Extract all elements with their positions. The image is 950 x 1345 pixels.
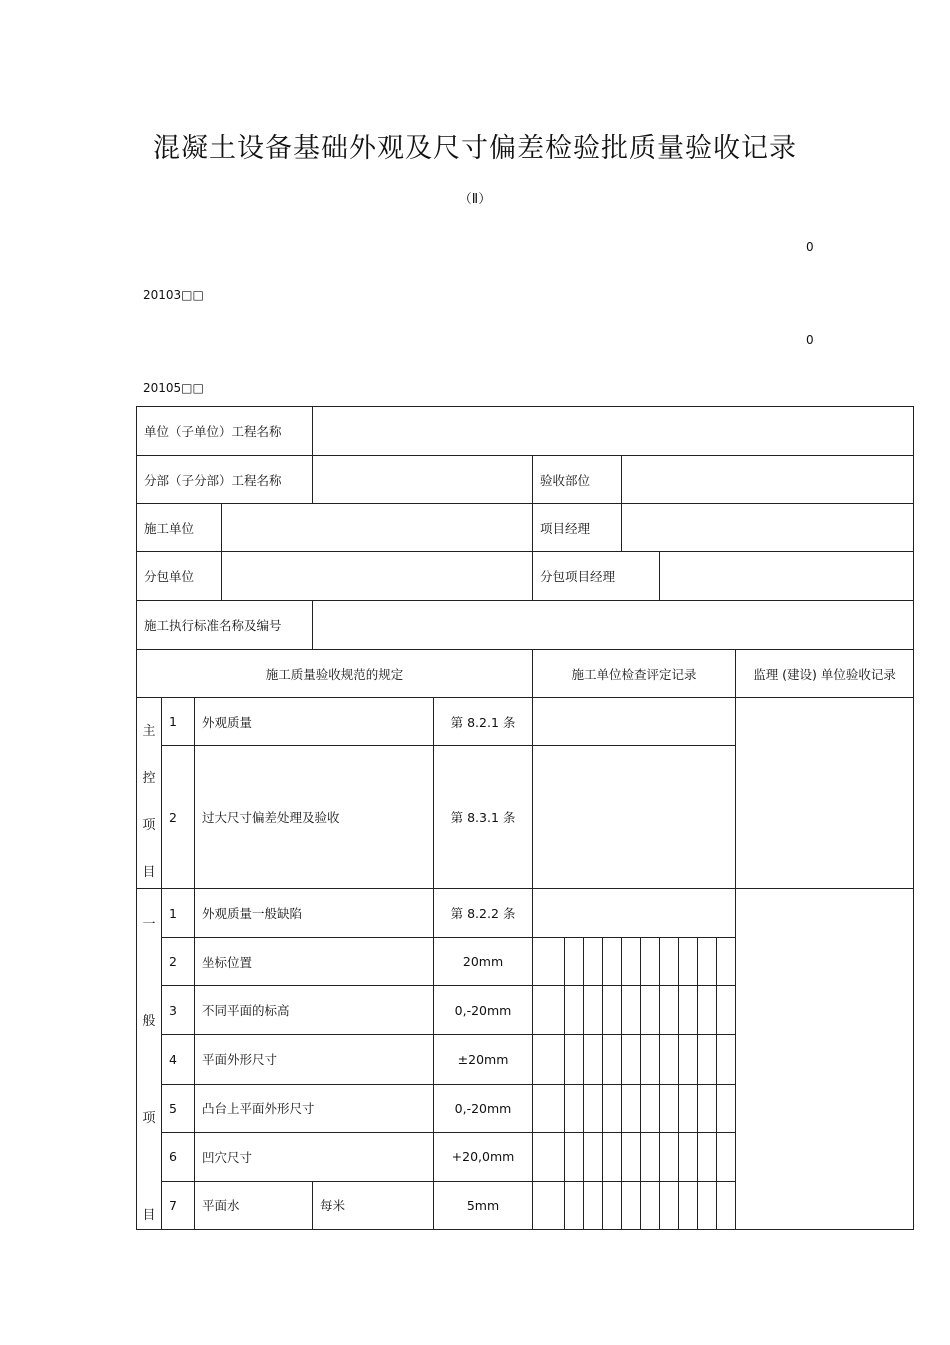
supervision-record-cell [736, 698, 914, 889]
project-manager-value [622, 504, 914, 552]
measure-cell [533, 1084, 565, 1132]
general-group-char: 一 [142, 917, 156, 932]
construction-record-cell [533, 889, 736, 938]
code-2-prefix: 20105□□ [143, 381, 204, 395]
measure-cell [603, 1084, 622, 1132]
subcontract-manager-label: 分包项目经理 [533, 552, 660, 601]
measure-cell [717, 986, 736, 1035]
standard-name-value [313, 601, 914, 650]
sub-project-name-label: 分部（子分部）工程名称 [137, 456, 313, 504]
measure-cell [603, 986, 622, 1035]
item-spec: +20,0mm [434, 1132, 533, 1181]
measure-cell [679, 1084, 698, 1132]
item-number: 3 [162, 986, 195, 1035]
measure-cell [565, 1181, 584, 1229]
item-sub-name: 每米 [313, 1181, 434, 1229]
measure-cell [565, 1132, 584, 1181]
header-spec: 施工质量验收规范的规定 [137, 650, 533, 698]
item-name: 坐标位置 [195, 938, 434, 986]
general-group [137, 889, 162, 1230]
code-2-suffix: 0 [806, 333, 814, 347]
page-title: 混凝土设备基础外观及尺寸偏差检验批质量验收记录 [153, 133, 797, 164]
measure-cell [679, 938, 698, 986]
item-spec: ±20mm [434, 1035, 533, 1084]
measure-cell [622, 1181, 641, 1229]
measure-cell [660, 938, 679, 986]
measure-cell [622, 986, 641, 1035]
measure-cell [533, 986, 565, 1035]
item-name: 平面外形尺寸 [195, 1035, 434, 1084]
measure-cell [622, 1084, 641, 1132]
subcontract-manager-value [660, 552, 914, 601]
item-spec: 0,-20mm [434, 1084, 533, 1132]
general-group-char: 般 [142, 1014, 156, 1029]
item-spec: 0,-20mm [434, 986, 533, 1035]
unit-project-name-value [313, 407, 914, 456]
measure-cell [565, 1035, 584, 1084]
item-spec: 5mm [434, 1181, 533, 1229]
measure-cell [565, 1084, 584, 1132]
measure-cell [603, 938, 622, 986]
measure-cell [533, 1035, 565, 1084]
measure-cell [565, 986, 584, 1035]
measure-cell [641, 1181, 660, 1229]
construction-record-cell [533, 698, 736, 746]
item-name: 外观质量一般缺陷 [195, 889, 434, 938]
measure-cell [603, 1035, 622, 1084]
item-number: 7 [162, 1181, 195, 1229]
measure-cell [698, 986, 717, 1035]
measure-cell [622, 1132, 641, 1181]
measure-cell [660, 986, 679, 1035]
general-group-char: 目 [142, 1208, 156, 1223]
measure-cell [584, 986, 603, 1035]
measure-cell [660, 1035, 679, 1084]
measure-cell [584, 1084, 603, 1132]
measure-cell [584, 1181, 603, 1229]
subcontract-unit-value [222, 552, 533, 601]
item-spec: 第 8.2.2 条 [434, 889, 533, 938]
item-number: 6 [162, 1132, 195, 1181]
page-subtitle: （Ⅱ） [458, 192, 492, 207]
measure-cell [603, 1181, 622, 1229]
measure-cell [622, 1035, 641, 1084]
general-group-char: 项 [142, 1111, 156, 1126]
inspection-part-label: 验收部位 [533, 456, 622, 504]
measure-cell [698, 938, 717, 986]
measure-cell [717, 938, 736, 986]
item-spec: 20mm [434, 938, 533, 986]
measure-cell [641, 1132, 660, 1181]
item-name: 凹穴尺寸 [195, 1132, 434, 1181]
measure-cell [679, 1035, 698, 1084]
measure-cell [533, 938, 565, 986]
item-number: 1 [162, 698, 195, 746]
measure-cell [565, 938, 584, 986]
measure-cell [622, 938, 641, 986]
item-number: 1 [162, 889, 195, 938]
measure-cell [584, 938, 603, 986]
measure-cell [698, 1035, 717, 1084]
standard-name-label: 施工执行标准名称及编号 [137, 601, 313, 650]
main-group-char: 项 [142, 818, 156, 833]
measure-cell [679, 1181, 698, 1229]
code-1-suffix: 0 [806, 240, 814, 254]
measure-cell [679, 1132, 698, 1181]
main-group-char: 主 [142, 724, 156, 739]
item-name: 过大尺寸偏差处理及验收 [195, 746, 434, 889]
unit-project-name-label: 单位（子单位）工程名称 [137, 407, 313, 456]
main-group-char: 目 [142, 865, 156, 880]
measure-cell [717, 1181, 736, 1229]
measure-cell [698, 1132, 717, 1181]
measure-cell [679, 986, 698, 1035]
supervision-record-cell [736, 889, 914, 1230]
project-manager-label: 项目经理 [533, 504, 622, 552]
measure-cell [584, 1035, 603, 1084]
construction-record-cell [533, 746, 736, 889]
construction-unit-label: 施工单位 [137, 504, 222, 552]
measure-cell [641, 938, 660, 986]
inspection-record-table [136, 406, 914, 1230]
measure-cell [717, 1084, 736, 1132]
measure-cell [533, 1181, 565, 1229]
measure-cell [603, 1132, 622, 1181]
item-number: 4 [162, 1035, 195, 1084]
item-name: 外观质量 [195, 698, 434, 746]
measure-cell [698, 1181, 717, 1229]
item-name: 不同平面的标高 [195, 986, 434, 1035]
measure-cell [660, 1181, 679, 1229]
measure-cell [584, 1132, 603, 1181]
item-name: 平面水 [195, 1181, 313, 1229]
construction-unit-value [222, 504, 533, 552]
measure-cell [717, 1035, 736, 1084]
sub-project-name-value [313, 456, 533, 504]
item-spec: 第 8.3.1 条 [434, 746, 533, 889]
measure-cell [641, 1035, 660, 1084]
measure-cell [660, 1132, 679, 1181]
measure-cell [660, 1084, 679, 1132]
subcontract-unit-label: 分包单位 [137, 552, 222, 601]
item-number: 2 [162, 746, 195, 889]
inspection-part-value [622, 456, 914, 504]
measure-cell [533, 1132, 565, 1181]
measure-cell [641, 986, 660, 1035]
measure-cell [641, 1084, 660, 1132]
item-number: 2 [162, 938, 195, 986]
measure-cell [698, 1084, 717, 1132]
main-control-group [137, 698, 162, 889]
item-name: 凸台上平面外形尺寸 [195, 1084, 434, 1132]
header-supervision-record: 监理 (建设) 单位验收记录 [736, 650, 914, 698]
main-group-char: 控 [142, 771, 156, 786]
measure-cell [717, 1132, 736, 1181]
item-number: 5 [162, 1084, 195, 1132]
header-construction-record: 施工单位检查评定记录 [533, 650, 736, 698]
code-1-prefix: 20103□□ [143, 288, 204, 302]
item-spec: 第 8.2.1 条 [434, 698, 533, 746]
